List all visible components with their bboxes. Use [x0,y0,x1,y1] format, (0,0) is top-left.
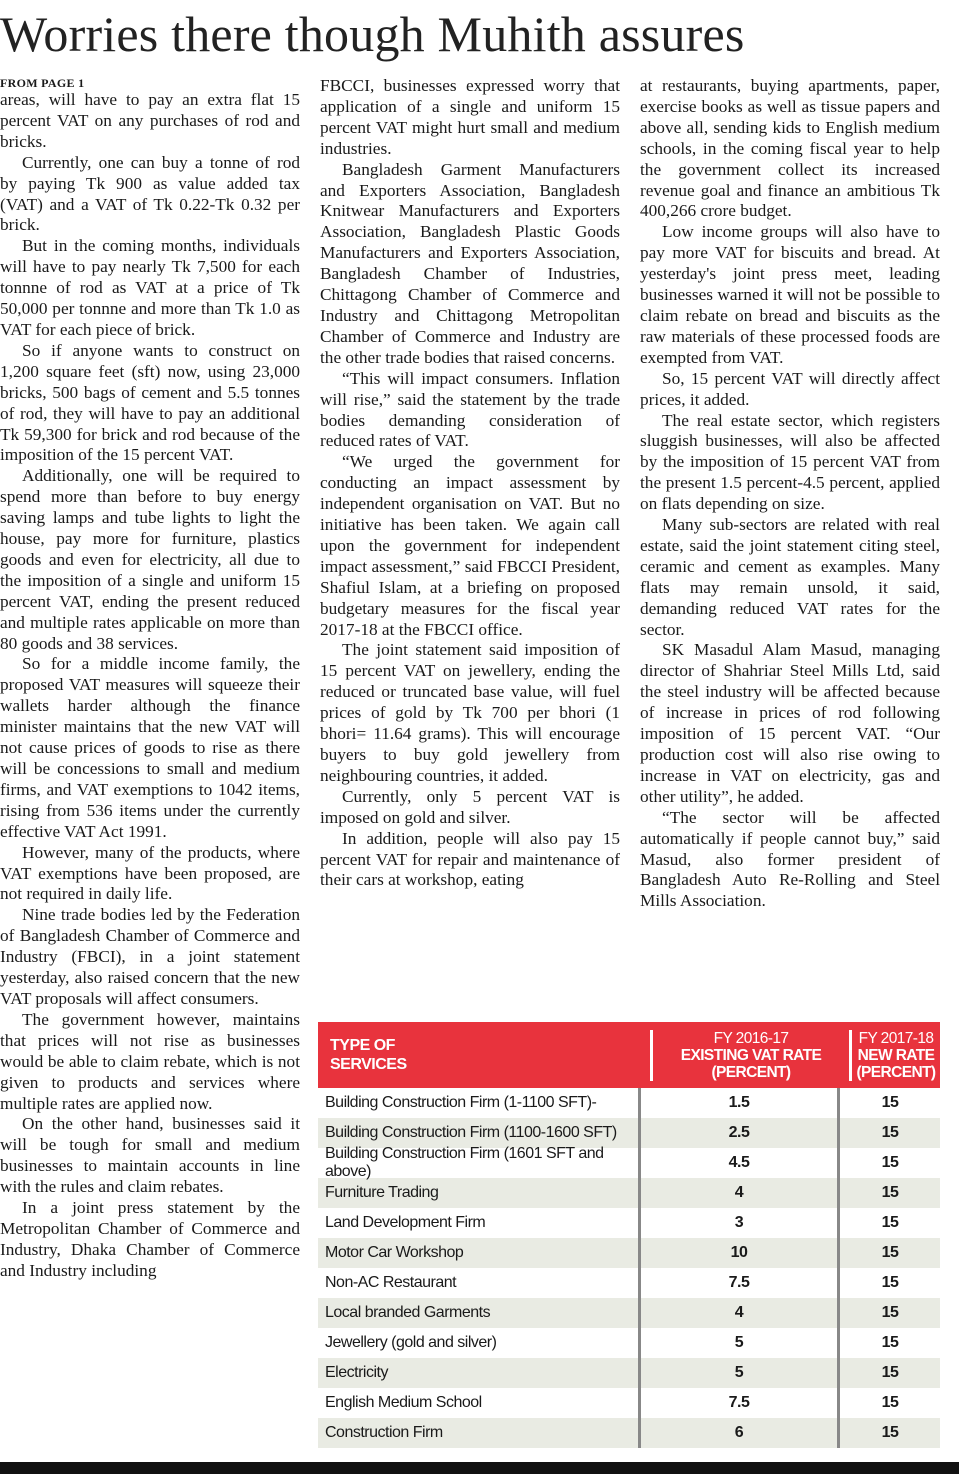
new-rate-cell: 15 [881,1334,899,1351]
existing-rate-cell: 2.5 [638,1118,840,1148]
existing-rate-cell: 1.5 [638,1088,840,1118]
header-text: NEW RATE [857,1046,935,1064]
header-text: FY 2016-17 [713,1029,789,1047]
table-row [318,1418,940,1448]
table-row [318,1328,940,1358]
new-rate-cell: 15 [881,1274,899,1291]
new-rate-cell: 15 [881,1214,899,1231]
article-paragraph: Low income groups will also have to pay more VAT for biscuits and bread. At yesterday's joint press meet, leading businesses warned it will not be possible to claim rebate on bread and biscuits as the raw materials of these processed foods are exempted from VAT. [640,222,940,367]
existing-rate-cell: 5 [638,1358,840,1388]
header-new-rate [852,1030,940,1081]
existing-rate-cell: 4 [638,1298,840,1328]
header-text: TYPE OF [330,1037,395,1054]
article-paragraph: The joint statement said imposition of 15 percent VAT on jewellery, ending the reduced or truncated base value, will fuel prices of gold by Tk 700 per bhori (1 bhori= 11.64 grams). This will encourage buyers to buy gold jewellery from neighbouring countries, it added. [320,640,620,785]
table-row [318,1298,940,1328]
header-text: (PERCENT) [856,1063,936,1081]
header-text: SERVICES [330,1056,407,1073]
article-paragraph: “The sector will be affected automatically if people cannot buy,” said Masud, also former president of Bangladesh Auto Re-Rolling and Steel Mills Association. [640,807,940,911]
service-cell: Electricity [325,1364,388,1381]
header-text: (PERCENT) [711,1063,791,1081]
article-paragraph: In addition, people will also pay 15 percent VAT for repair and maintenance of their cars at workshop, eating [320,828,620,890]
service-cell: Furniture Trading [325,1184,439,1201]
article-paragraph: So for a middle income family, the proposed VAT measures will squeeze their wallets harder although the finance minister maintains that the new VAT will not cause prices of goods to rise as there will be concessions to small and medium firms, and VAT exemptions to 1042 items, rising from 536 items under the currently effective VAT Act 1991. [0,654,300,841]
table-row [318,1388,940,1418]
existing-rate-cell: 6 [638,1418,840,1448]
existing-rate-cell: 3 [638,1208,840,1238]
article-paragraph: “We urged the government for conducting an impact assessment by independent organisation on VAT. But no initiative has been taken. We again call upon the government for independent impact assessment,” said FBCCI President, Shafiul Islam, at a briefing on proposed budgetary measures for the fiscal year 2017-18 at the FBCCI office. [320,452,620,639]
article-paragraph: On the other hand, businesses said it will be tough for small and medium businesses to maintain accounts in line with the rules and claim rebates. [0,1114,300,1197]
existing-rate-cell: 4 [638,1178,840,1208]
article-paragraph: at restaurants, buying apartments, paper, exercise books as well as tissue papers and above all, sending kids to English medium schools, in the coming fiscal year to help the government collect its increased revenue goal and finance an ambitious Tk 400,266 crore budget. [640,76,940,221]
header-text: EXISTING VAT RATE [680,1046,822,1064]
service-cell: Building Construction Firm (1601 SFT and above) [325,1145,604,1180]
header-type-of-services [318,1036,650,1074]
from-page-label: FROM PAGE 1 [0,76,85,90]
service-cell: Motor Car Workshop [325,1244,464,1261]
article-paragraph: The government however, maintains that prices will not rise as businesses would be able to claim rebate, which is not given to products and services where multiple rates are applied now. [0,1009,300,1113]
headline: Worries there though Muhith assures [0,6,745,62]
article-column-3 [640,76,940,912]
article-paragraph: So if anyone wants to construct on 1,200 square feet (sft) now, using 23,000 bricks, 500 bags of cement and 5.5 tonnes of rod, they will have to pay an additional Tk 59,300 for brick and rod because of the imposition of the 15 percent VAT. [0,340,300,465]
service-cell: Building Construction Firm (1-1100 SFT)- [325,1094,597,1111]
service-cell: Jewellery (gold and silver) [325,1334,497,1351]
article-paragraph: Additionally, one will be required to spend more than before to buy energy saving lamps and tube lights to light the house, pay more for furniture, plastics goods and even for electricity, all due to the imposition of a single and uniform 15 percent VAT, ending the present reduced and multiple rates applicable on more than 80 goods and 38 services. [0,466,300,653]
header-text: FY 2017-18 [858,1029,934,1047]
new-rate-cell: 15 [881,1184,899,1201]
existing-rate-cell: 7.5 [638,1268,840,1298]
article-paragraph: But in the coming months, individuals will have to pay nearly Tk 7,500 for each tonnne of rod as VAT at a price of Tk 50,000 per tonnne and more than Tk 1.0 as VAT for each piece of brick. [0,236,300,339]
vat-rate-table [318,1022,940,1448]
new-rate-cell: 15 [881,1424,899,1441]
new-rate-cell: 15 [881,1094,899,1111]
bottom-bar [0,1462,959,1474]
table-row [318,1208,940,1238]
article-paragraph: So, 15 percent VAT will directly affect prices, it added. [640,368,940,409]
table-row [318,1238,940,1268]
article-column-2 [320,76,620,891]
article-paragraph: Nine trade bodies led by the Federation of Bangladesh Chamber of Commerce and Industry (FBCI), in a joint statement yesterday, also raised concern that the new VAT proposals will affect consumers. [0,905,300,1008]
article-paragraph: SK Masadul Alam Masud, managing director of Shahriar Steel Mills Ltd, said the steel industry will be affected because of increase in prices of rod following imposition of 15 percent VAT. “Our production cost will also rise owing to increase in VAT on electricity, gas and other utility”, he added. [640,640,940,806]
article-paragraph: However, many of the products, where VAT exemptions have been proposed, are not required in daily life. [0,842,300,904]
table-row [318,1145,940,1180]
table-row [318,1178,940,1208]
article-paragraph: Bangladesh Garment Manufacturers and Exporters Association, Bangladesh Knitwear Manufacturers and Exporters Association, Bangladesh Plastic Goods Manufacturers and Exporters Association, Bangladesh Chamber of Industries, Chittagong Chamber of Commerce and Industry and Chittagong Metropolitan Chamber of Commerce and Industry are the other trade bodies that raised concerns. [320,159,620,367]
new-rate-cell: 15 [881,1394,899,1411]
service-cell: Local branded Garments [325,1304,491,1321]
existing-rate-cell: 5 [638,1328,840,1358]
article-paragraph: Currently, one can buy a tonne of rod by paying Tk 900 as value added tax (VAT) and a VAT of Tk 0.22-Tk 0.32 per brick. [0,152,300,235]
table-row [318,1118,940,1148]
service-cell: Building Construction Firm (1100-1600 SFT) [325,1124,617,1141]
new-rate-cell: 15 [881,1124,899,1141]
new-rate-cell: 15 [881,1364,899,1381]
article-paragraph: FBCCI, businesses expressed worry that application of a single and uniform 15 percent VAT might hurt small and medium industries. [320,76,620,158]
service-cell: Non-AC Restaurant [325,1274,457,1291]
table-body [318,1088,940,1448]
existing-rate-cell: 7.5 [638,1388,840,1418]
table-row [318,1358,940,1388]
article-paragraph: In a joint press statement by the Metropolitan Chamber of Commerce and Industry, Dhaka Chamber of Commerce and Industry including [0,1198,300,1280]
table-row [318,1088,940,1118]
article-paragraph: The real estate sector, which registers sluggish businesses, will also be affected by the imposition of 15 percent VAT from the present 1.5 percent-4.5 percent, applied on flats depending on size. [640,410,940,514]
article-paragraph: Currently, only 5 percent VAT is imposed on gold and silver. [320,786,620,827]
new-rate-cell: 15 [881,1154,899,1171]
service-cell: Land Development Firm [325,1214,486,1231]
new-rate-cell: 15 [881,1304,899,1321]
article-paragraph: Many sub-sectors are related with real estate, said the joint statement citing steel, ceramic and cement as examples. Many flats may remain unsold, it said, demanding reduced VAT rates for the sector. [640,515,940,639]
service-cell: Construction Firm [325,1424,443,1441]
existing-rate-cell: 10 [638,1238,840,1268]
header-existing-rate [650,1030,852,1081]
table-header [318,1022,940,1088]
new-rate-cell: 15 [881,1244,899,1261]
service-cell: English Medium School [325,1394,482,1411]
table-row [318,1268,940,1298]
existing-rate-cell: 4.5 [638,1148,840,1178]
article-paragraph: “This will impact consumers. Inflation will rise,” said the statement by the trade bodies demanding consideration of reduced rates of VAT. [320,368,620,451]
article-column-1 [0,76,300,1282]
article-paragraph: areas, will have to pay an extra flat 15 percent VAT on any purchases of rod and bricks. [0,90,300,151]
